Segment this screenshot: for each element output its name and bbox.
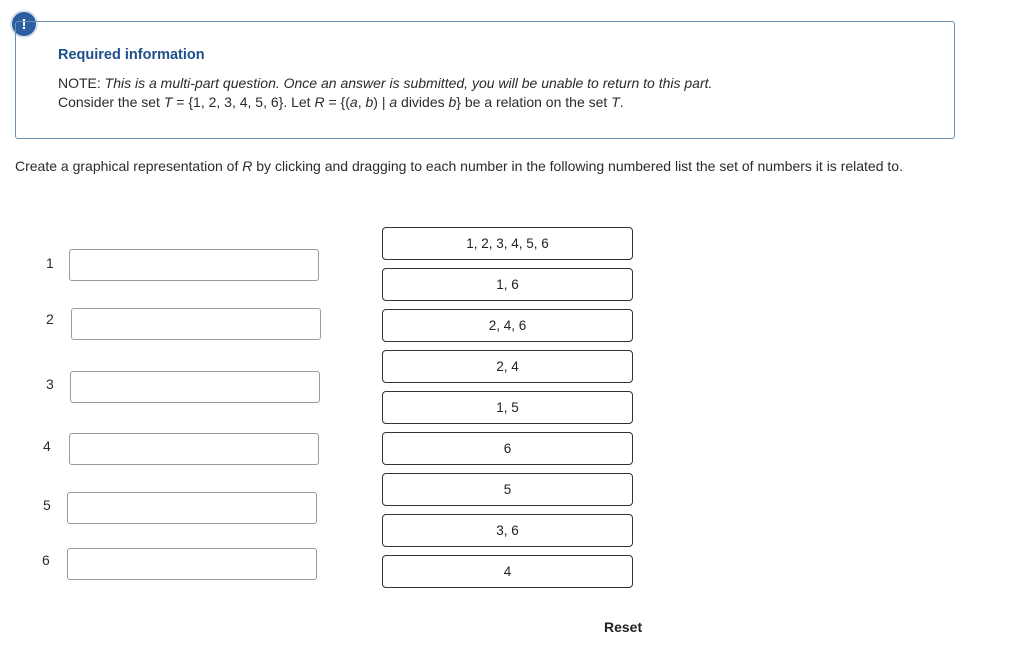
drop-target-1[interactable] <box>69 249 319 281</box>
list-number-2: 2 <box>46 311 54 327</box>
option-tile[interactable]: 6 <box>382 432 633 465</box>
drop-target-4[interactable] <box>69 433 319 465</box>
option-tile[interactable]: 1, 5 <box>382 391 633 424</box>
instructions: Create a graphical representation of R by clicking and dragging to each number in the following numbered list the set of numbers it is related to. <box>15 158 903 174</box>
list-number-6: 6 <box>42 552 50 568</box>
option-tile[interactable]: 1, 6 <box>382 268 633 301</box>
drop-target-2[interactable] <box>71 308 321 340</box>
drop-target-5[interactable] <box>67 492 317 524</box>
info-title: Required information <box>58 47 205 63</box>
list-number-3: 3 <box>46 376 54 392</box>
reset-button[interactable]: Reset <box>598 617 648 637</box>
note-line <box>58 75 712 91</box>
drop-target-6[interactable] <box>67 548 317 580</box>
list-number-4: 4 <box>43 438 51 454</box>
option-tile[interactable]: 3, 6 <box>382 514 633 547</box>
note-label: NOTE: <box>58 75 101 91</box>
option-tile[interactable]: 2, 4, 6 <box>382 309 633 342</box>
list-number-5: 5 <box>43 497 51 513</box>
option-tile[interactable]: 2, 4 <box>382 350 633 383</box>
note-text: This is a multi-part question. Once an answer is submitted, you will be unable to return to this part. <box>104 75 713 91</box>
drop-target-3[interactable] <box>70 371 320 403</box>
option-tile[interactable]: 4 <box>382 555 633 588</box>
list-number-1: 1 <box>46 255 54 271</box>
set-definition: Consider the set T = {1, 2, 3, 4, 5, 6}. Let R = {(a, b) | a divides b} be a relation on the set T. <box>58 94 624 110</box>
option-tile[interactable]: 5 <box>382 473 633 506</box>
required-info-box <box>15 21 955 139</box>
alert-icon: ! <box>10 10 38 38</box>
option-tile[interactable]: 1, 2, 3, 4, 5, 6 <box>382 227 633 260</box>
